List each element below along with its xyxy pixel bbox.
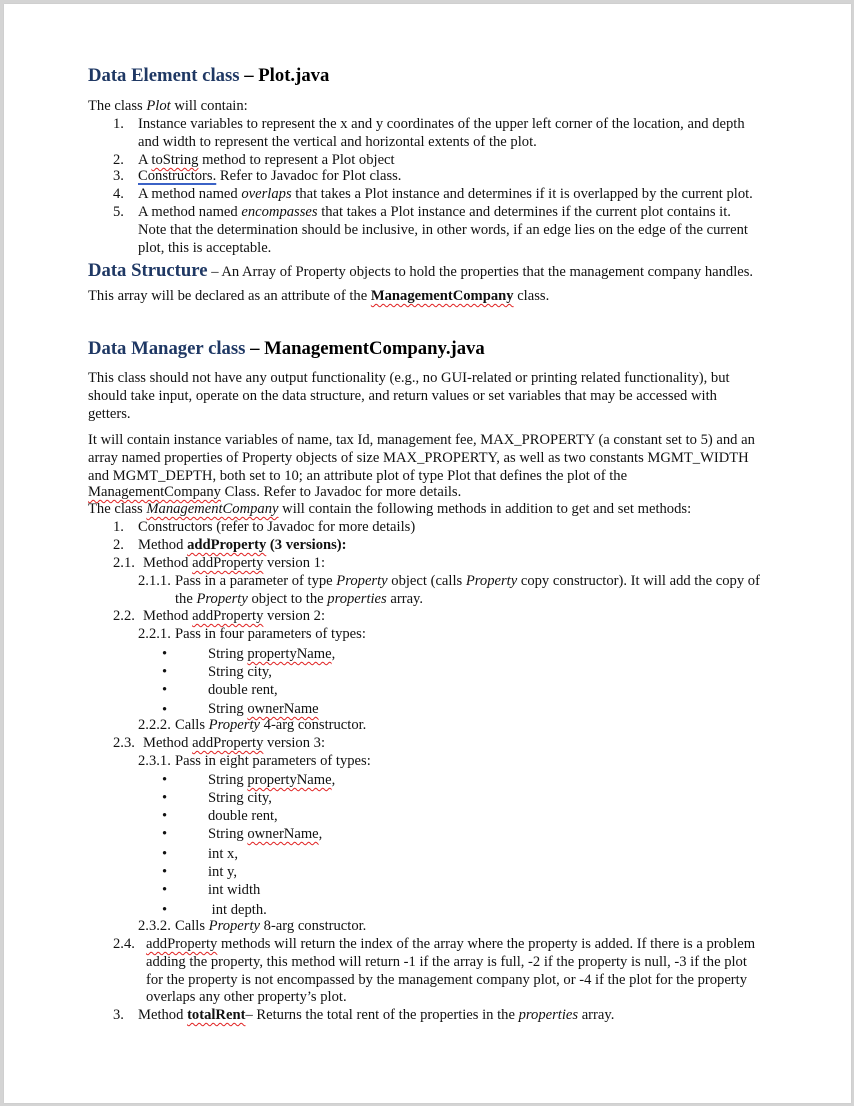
list-item-continued: [175, 591, 423, 608]
text: ,: [318, 826, 323, 842]
spellcheck-word[interactable]: ManagementCompany: [146, 501, 279, 517]
text-line: should take input, operate on the data structure, and return values or set variables that may be accessed with: [88, 388, 717, 404]
text: that takes a Plot instance and determines if the current plot contains it.: [317, 204, 731, 220]
text: String: [208, 826, 248, 842]
text: Method: [138, 537, 188, 553]
spellcheck-word[interactable]: addProperty: [192, 555, 264, 571]
text-line: It will contain instance variables of name, tax Id, management fee, MAX_PROPERTY (a constant set to 5) and an: [88, 432, 755, 448]
spellcheck-word[interactable]: propertyName: [247, 646, 332, 662]
text: This array will be declared as an attribute of the: [88, 288, 371, 304]
bullet-icon: •: [162, 826, 168, 842]
spellcheck-word[interactable]: ownerName: [247, 826, 319, 842]
list-item: [143, 608, 325, 625]
text: class.: [513, 288, 550, 304]
text: Method: [138, 1007, 188, 1023]
bullet-item: String city,: [208, 790, 272, 806]
list-number: 2.2.: [113, 608, 135, 624]
bullet-icon: •: [162, 702, 168, 718]
list-number: 3.: [113, 168, 124, 184]
bullet-icon: •: [162, 882, 168, 898]
bullet-icon: •: [162, 664, 168, 680]
data-structure-paragraph-line2: [88, 288, 549, 305]
text: – An Array of Property objects to hold the properties that the management company handles.: [207, 264, 754, 280]
list-item: [138, 152, 395, 169]
heading-text: Data Manager class: [88, 338, 246, 359]
text: array.: [578, 1007, 615, 1023]
class-name: Property: [208, 918, 260, 934]
class-name: Property: [465, 573, 518, 589]
text: 8-arg constructor.: [260, 918, 367, 934]
text: Method: [143, 608, 193, 624]
list-item: Pass in four parameters of types:: [175, 626, 366, 642]
list-item: [143, 555, 325, 572]
spellcheck-word[interactable]: toString: [151, 152, 199, 168]
method-name: encompasses: [241, 204, 318, 220]
bullet-icon: •: [162, 646, 168, 662]
text: object to the: [247, 591, 328, 607]
bullet-icon: •: [162, 808, 168, 824]
spellcheck-word[interactable]: totalRent: [187, 1007, 246, 1023]
list-number: 2.3.2.: [138, 918, 171, 934]
class-name: Property: [196, 591, 248, 607]
bullet-icon: •: [162, 790, 168, 806]
text: A method named: [138, 186, 242, 202]
text-line: and MGMT_DEPTH, both set to 10; an attribute plot of type Plot that defines the plot of the: [88, 468, 628, 484]
list-item-continued: plot, this is acceptable.: [138, 240, 272, 256]
text: Calls: [175, 717, 209, 733]
text: ,: [331, 646, 336, 662]
text: Refer to Javadoc for Plot class.: [216, 168, 402, 184]
class-name: Property: [336, 573, 388, 589]
bullet-icon: •: [162, 846, 168, 862]
list-number: 2.1.: [113, 555, 135, 571]
heading-filename: ManagementCompany.java: [264, 338, 485, 359]
text: that takes a Plot instance and determines if it is overlapped by the current plot.: [291, 186, 753, 202]
text: (3 versions):: [266, 537, 347, 553]
grammar-flagged-word[interactable]: Constructors.: [138, 168, 217, 184]
list-item-continued: overlaps any other property’s plot.: [146, 989, 347, 1005]
text: object (calls: [387, 573, 466, 589]
field-name: properties: [518, 1007, 579, 1023]
list-number: 1.: [113, 519, 124, 535]
list-number: 2.: [113, 537, 124, 553]
text: Pass in a parameter of type: [175, 573, 337, 589]
list-number: 2.3.: [113, 735, 135, 751]
list-item: [146, 936, 755, 953]
bullet-icon: •: [162, 864, 168, 880]
heading-data-element-class: [88, 65, 329, 87]
text: copy constructor). It will add the copy of: [517, 573, 760, 589]
list-number: 1.: [113, 116, 124, 132]
text: String: [208, 772, 248, 788]
bullet-item: double rent,: [208, 682, 278, 698]
text: Method: [143, 555, 193, 571]
list-number: 2.2.2.: [138, 717, 171, 733]
list-item-continued: Note that the determination should be inclusive, in other words, if an edge lies on the edge of the current: [138, 222, 748, 238]
text: array.: [386, 591, 424, 607]
heading-filename: Plot.java: [258, 65, 330, 86]
bullet-item: int x,: [208, 846, 238, 862]
text: Method: [143, 735, 193, 751]
bullet-item: String city,: [208, 664, 272, 680]
class-name: Plot: [146, 98, 171, 114]
class-name: Property: [208, 717, 260, 733]
list-item: Instance variables to represent the x and y coordinates of the upper left corner of the location, and depth: [138, 116, 745, 132]
list-item-continued: adding the property, this method will return -1 if the array is full, -2 if the property is null, -3 if the plot: [146, 954, 747, 970]
plot-intro: [88, 98, 793, 115]
bullet-icon: •: [162, 772, 168, 788]
heading-data-manager-class: [88, 338, 485, 360]
text: version 2:: [263, 608, 326, 624]
bullet-icon: •: [162, 682, 168, 698]
spellcheck-word[interactable]: ManagementCompany: [370, 288, 514, 304]
text: String: [208, 701, 248, 717]
text: version 1:: [263, 555, 326, 571]
list-item-continued: for the property is not encompassed by the management company plot, or -4 if the plot for the property: [146, 972, 748, 988]
text: – Returns the total rent of the properties in the: [245, 1007, 519, 1023]
spellcheck-word[interactable]: addProperty: [192, 735, 264, 751]
text: version 3:: [263, 735, 326, 751]
list-item: [175, 918, 366, 935]
list-item: Pass in eight parameters of types:: [175, 753, 371, 769]
text: method to represent a Plot object: [198, 152, 395, 168]
list-item: Constructors (refer to Javadoc for more details): [138, 519, 416, 535]
bullet-icon: •: [162, 902, 168, 918]
text: 4-arg constructor.: [260, 717, 367, 733]
list-number: 2.: [113, 152, 124, 168]
bullet-item: [208, 772, 335, 789]
list-number: 3.: [113, 1007, 124, 1023]
text-line: [88, 484, 461, 501]
method-name: overlaps: [241, 186, 292, 202]
spellcheck-word[interactable]: addProperty: [192, 608, 264, 624]
list-item: [143, 735, 325, 752]
text: methods will return the index of the array where the property is added. If there is a problem: [217, 936, 756, 952]
list-number: 2.1.1.: [138, 573, 171, 589]
bullet-item: int y,: [208, 864, 238, 880]
heading-data-structure: Data Structure: [88, 260, 208, 281]
list-item: [138, 168, 401, 185]
bullet-item: int depth.: [208, 902, 267, 918]
bullet-item: [208, 701, 319, 718]
list-number: 5.: [113, 204, 124, 220]
bullet-item: double rent,: [208, 808, 278, 824]
list-number: 4.: [113, 186, 124, 202]
text: The class: [88, 501, 147, 517]
text: will contain:: [170, 98, 248, 114]
list-item: [138, 537, 347, 554]
list-number: 2.3.1.: [138, 753, 171, 769]
spellcheck-word[interactable]: propertyName: [247, 772, 332, 788]
spellcheck-word[interactable]: ownerName: [247, 701, 319, 717]
spellcheck-word[interactable]: addProperty: [146, 936, 218, 952]
text: A method named: [138, 204, 242, 220]
list-item: [175, 717, 366, 734]
text: String: [208, 646, 248, 662]
text: the: [175, 591, 197, 607]
list-item: [138, 204, 731, 221]
bullet-item: [208, 826, 322, 843]
text: will contain the following methods in addition to get and set methods:: [278, 501, 692, 517]
text-line: getters.: [88, 406, 131, 422]
list-number: 2.4.: [113, 936, 135, 952]
bullet-item: int width: [208, 882, 261, 898]
heading-dash: –: [245, 338, 265, 359]
spellcheck-word[interactable]: ManagementCompany: [88, 484, 221, 500]
text: Class. Refer to Javadoc for more details.: [220, 484, 462, 500]
text: The class: [88, 98, 147, 114]
heading-text: Data Element class: [88, 65, 240, 86]
text-line: This class should not have any output functionality (e.g., no GUI-related or printing related functionality), but: [88, 370, 730, 386]
list-item: [175, 573, 760, 590]
list-number: 2.2.1.: [138, 626, 171, 642]
document-page: [4, 4, 851, 1103]
heading-dash: –: [239, 65, 259, 86]
text: A: [138, 152, 152, 168]
spellcheck-word[interactable]: addProperty: [187, 537, 267, 553]
bullet-item: [208, 646, 335, 663]
text: ,: [331, 772, 336, 788]
text-line: array named properties of Property objects of size MAX_PROPERTY, as well as two constants MGMT_WIDTH: [88, 450, 749, 466]
list-item: [138, 1007, 614, 1024]
text: Calls: [175, 918, 209, 934]
field-name: properties: [327, 591, 387, 607]
list-item: [138, 186, 753, 203]
list-item-continued: and width to represent the vertical and horizontal extents of the plot.: [138, 134, 537, 150]
data-structure-paragraph: [88, 262, 753, 281]
paragraph-methods-intro: [88, 501, 691, 518]
